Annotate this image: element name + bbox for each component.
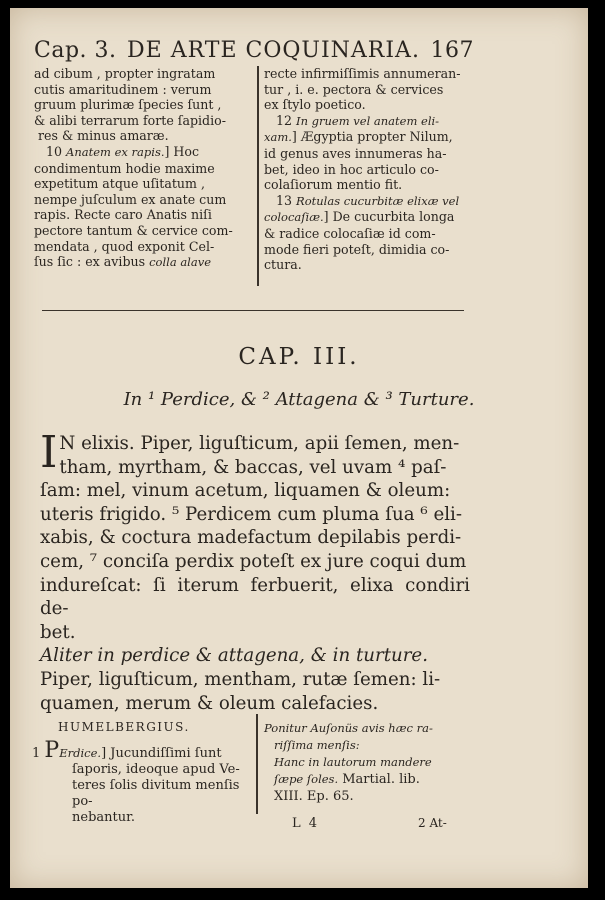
main-text xyxy=(40,427,470,715)
text-line: ad cibum , propter ingratam xyxy=(34,66,216,81)
text-line: cutis amaritudinem : verum xyxy=(34,81,212,97)
text-line: nebantur. xyxy=(72,810,136,825)
text-line: pectore tantum & cervice com- xyxy=(34,222,233,238)
text-line: teres ſolis divitum menſis po- xyxy=(72,778,240,809)
drop-cap: I xyxy=(40,427,58,478)
text-line: nempe juſculum ex anate cum xyxy=(34,191,227,207)
notes-divider xyxy=(256,714,258,814)
text-line: ſæpe ſoles. Martial. lib. xyxy=(274,772,420,787)
text-line: bet. xyxy=(40,621,76,643)
text-line: indureſcat: ſi iterum ferbuerit, elixa condiri de- xyxy=(40,574,470,620)
chapter-title: CAP. III. xyxy=(238,344,360,370)
notes-heading: HUMELBERGIUS. xyxy=(58,720,190,734)
book-page xyxy=(10,8,588,888)
signature-mark: L 4 xyxy=(292,816,320,831)
text-line: & alibi terrarum forte ſapidio- xyxy=(34,112,226,128)
note-10: 10 Anatem ex rapis.] Hoc xyxy=(46,143,200,159)
text-line: gruum plurimæ ſpecies ſunt , xyxy=(34,97,222,113)
text-line: ſam: mel, vinum acetum, liquamen & oleum: xyxy=(40,480,451,502)
text-line: id genus aves innumeras ha- xyxy=(264,145,447,161)
note-lemma: Anatem ex rapis. xyxy=(66,144,165,159)
text-line: bet, ideo in hoc articulo co- xyxy=(264,161,439,177)
text-line: recte infirmiſſimis annumeran- xyxy=(264,66,461,81)
top-left-column xyxy=(34,66,250,271)
text-line: XIII. Ep. 65. xyxy=(274,789,354,804)
header-chapter: Cap. 3. xyxy=(34,38,117,63)
text-line: colaſiorum mentio fit. xyxy=(264,177,403,193)
page-number: 167 xyxy=(430,38,474,63)
text-line: condimentum hodie maxime xyxy=(34,160,215,176)
notes-left-column xyxy=(32,738,250,826)
note-13: 13 Rotulas cucurbitæ elixæ vel xyxy=(276,192,460,208)
text-line: xam.] Ægyptia propter Nilum, xyxy=(264,129,453,145)
text-line: & radice colocaſiæ id com- xyxy=(264,225,436,241)
text-line: ſaporis, ideoque apud Ve- xyxy=(72,762,240,777)
column-divider xyxy=(257,66,259,286)
notes-right-column xyxy=(264,720,474,805)
text-line: tur , i. e. pectora & cervices xyxy=(264,81,444,97)
chapter-subtitle: In ¹ Perdice, & ² Attagena & ³ Turture. xyxy=(123,389,475,410)
text-line: expetitum atque uſitatum , xyxy=(34,176,205,192)
text-line: N elixis. Piper, liguſticum, apii ſemen, men- xyxy=(59,433,460,454)
text-line: Ponitur Auſonüs avis hæc ra- xyxy=(264,721,433,735)
text-line: cem, ⁷ conciſa perdix poteſt ex jure coqui dum xyxy=(40,550,467,572)
text-line: uteris frigido. ⁵ Perdicem cum pluma ſua ⁶ eli- xyxy=(40,503,462,525)
text-line: rapis. Recte caro Anatis niſi xyxy=(34,207,212,223)
text-line: mendata , quod exponit Cel- xyxy=(34,238,215,254)
note-12: 12 In gruem vel anatem eli- xyxy=(276,112,440,128)
text-line: colocaſiæ.] De cucurbita longa xyxy=(264,209,455,225)
section-rule xyxy=(42,310,464,311)
text-line: Hanc in lautorum mandere xyxy=(274,755,432,769)
text-line: quamen, merum & oleum calefacies. xyxy=(40,692,379,714)
header-title: DE ARTE COQUINARIA. xyxy=(127,38,420,63)
note-1: 1 PErdice.] Jucundiſſimi ſunt xyxy=(32,738,222,763)
text-line: ex ſtylo poetico. xyxy=(264,97,366,113)
catchword: 2 At- xyxy=(418,816,447,830)
text-line: ſus ſic : ex avibus colla alave xyxy=(34,254,212,270)
running-header xyxy=(34,38,474,63)
text-line: ctura. xyxy=(264,257,302,273)
note-drop-cap: P xyxy=(44,738,60,763)
recipe-variant-heading: Aliter in perdice & attagena, & in turture. xyxy=(40,645,428,667)
text-line: xabis, & coctura madefactum depilabis perdi- xyxy=(40,527,462,549)
text-line: Piper, liguſticum, mentham, rutæ ſemen: li- xyxy=(40,668,441,690)
text-line: res & minus amaræ. xyxy=(38,128,169,144)
text-line: mode fieri poteſt, dimidia co- xyxy=(264,241,450,257)
top-right-column xyxy=(264,66,476,273)
text-line: tham, myrtham, & baccas, vel uvam ⁴ paſ- xyxy=(59,456,447,478)
text-line: riſſima menſis: xyxy=(274,738,360,752)
